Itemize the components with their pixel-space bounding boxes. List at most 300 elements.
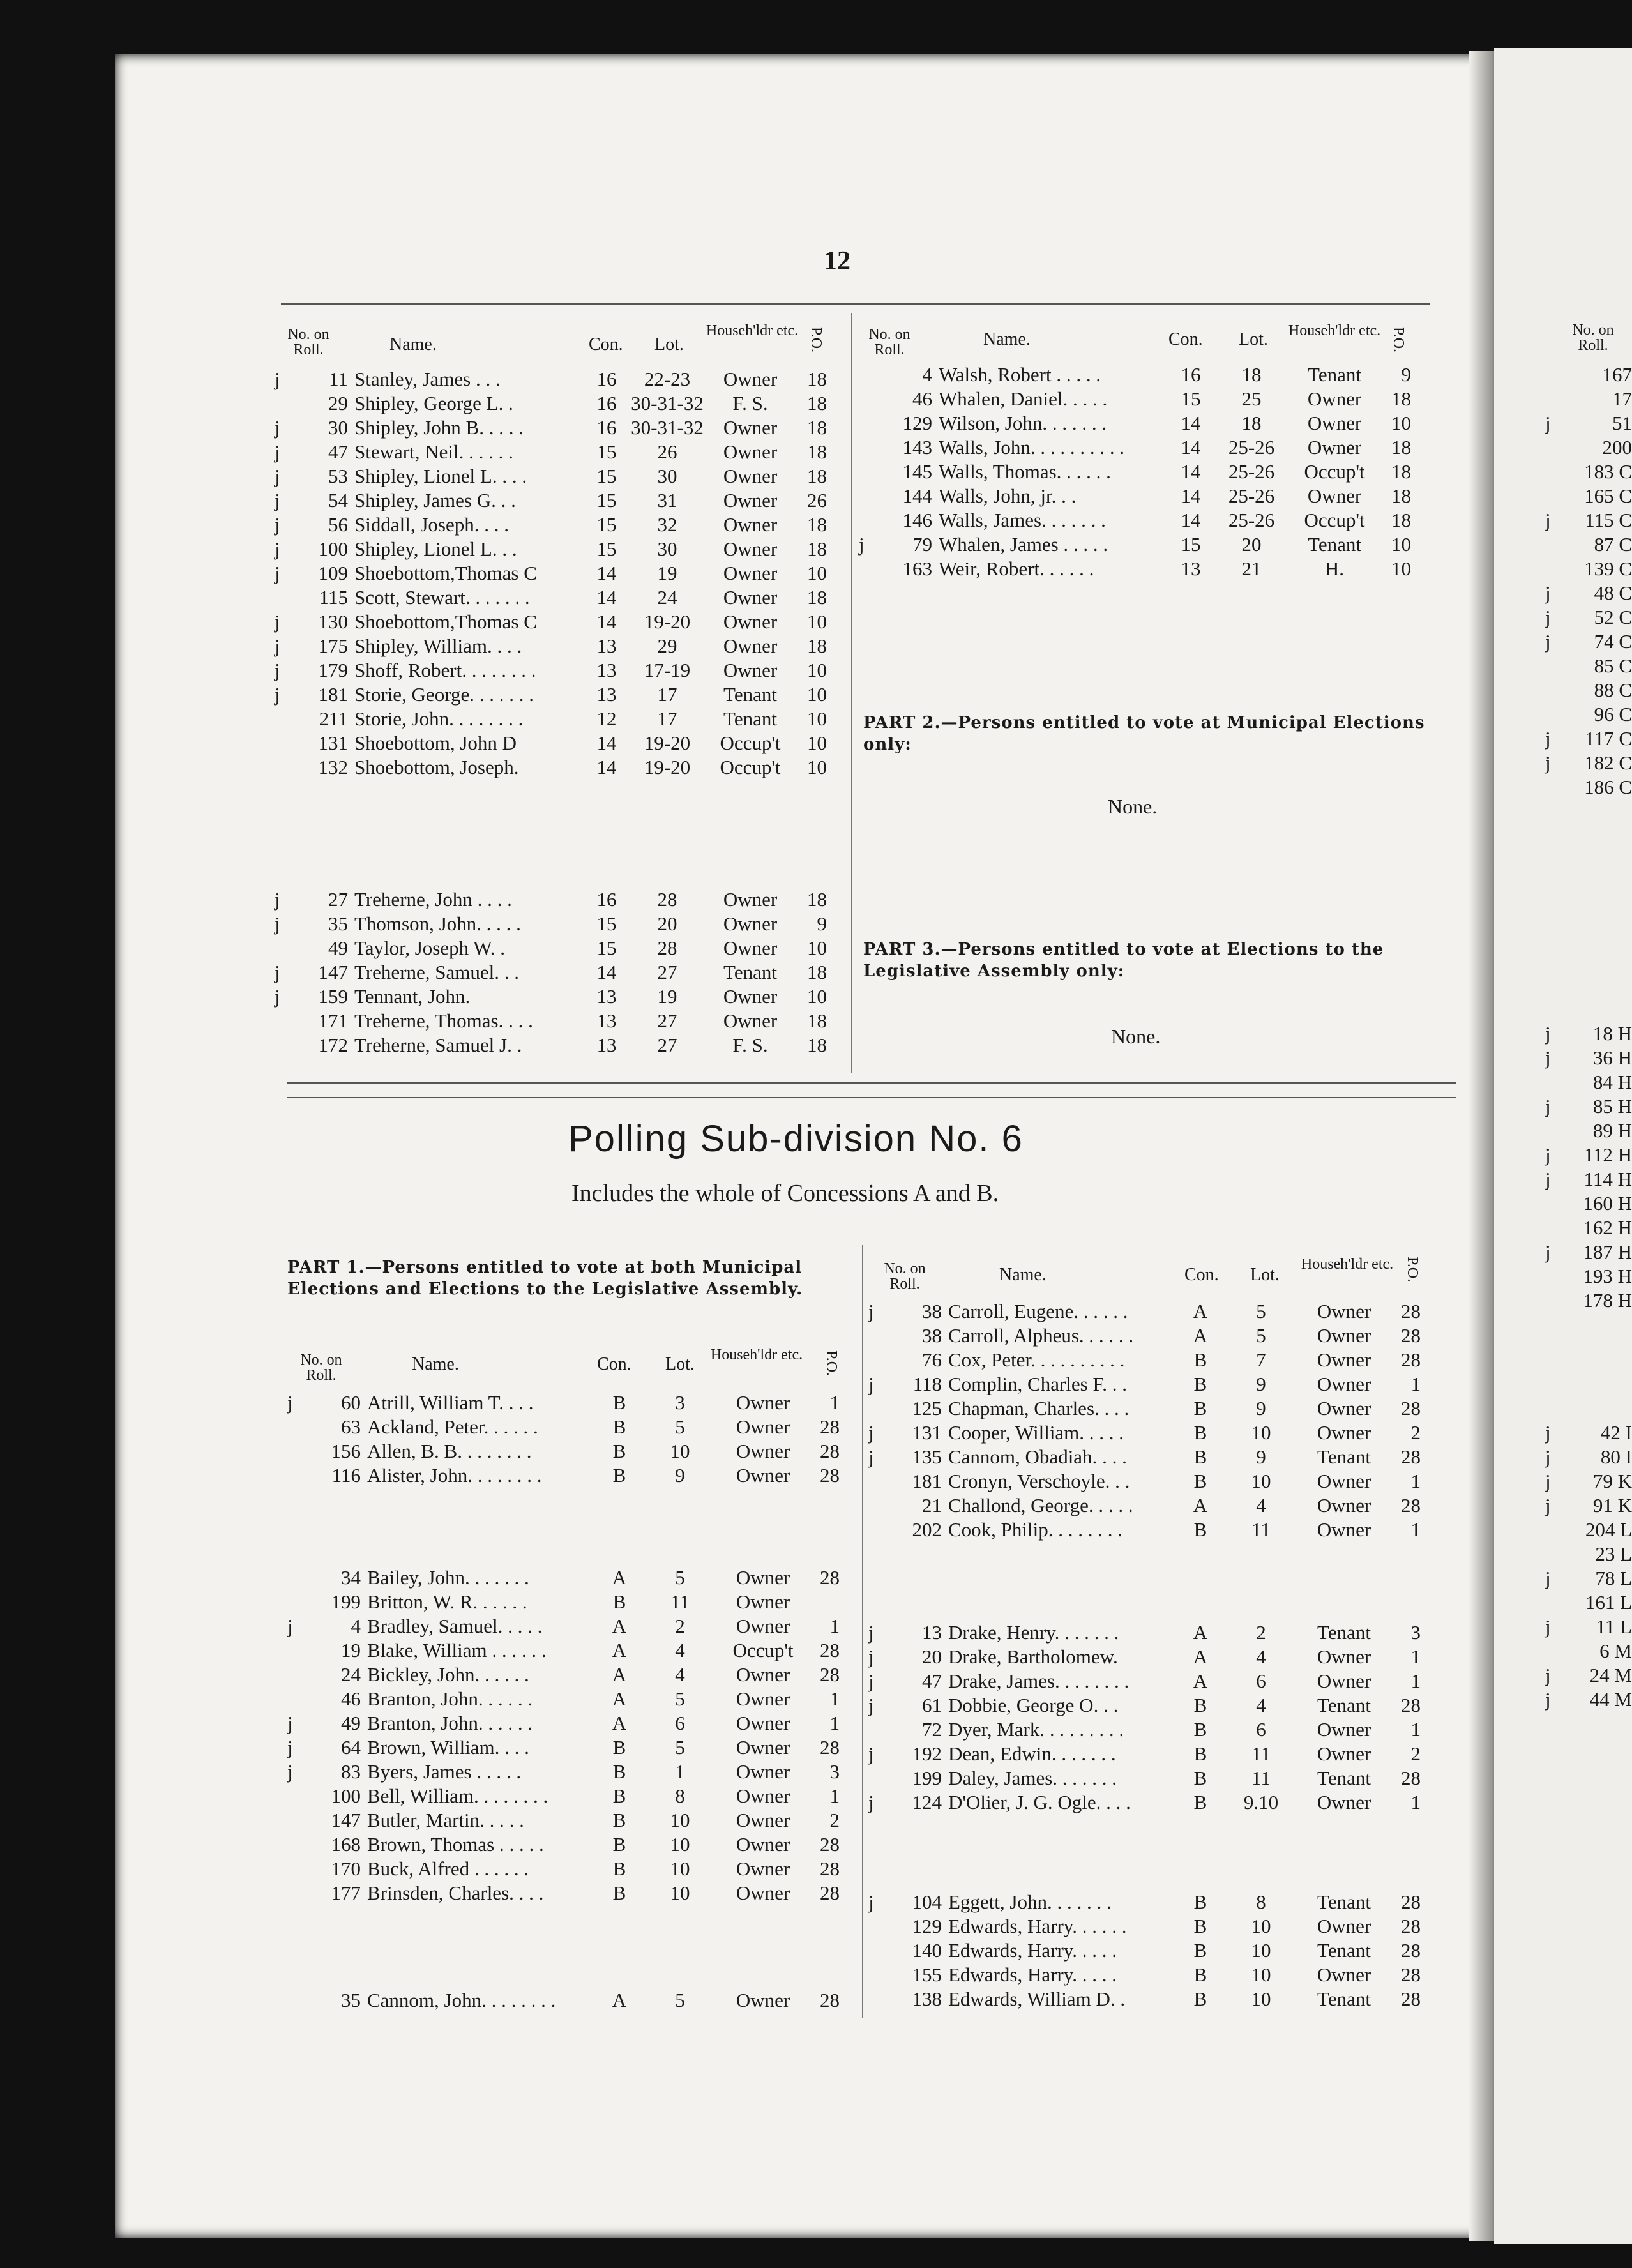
roll-number-fragment: 87 C [1594,533,1632,556]
voter-name: Blake, William . . . . . . [367,1639,547,1661]
header-lot: Lot. [654,335,684,354]
lot: 10 [670,1833,690,1856]
post-office: 18 [1391,509,1411,531]
lot: 10 [1251,1915,1271,1937]
juror-mark [287,1857,313,1881]
table-row [868,1742,1421,1766]
roll-number-fragment: 74 C [1594,630,1632,653]
status: F. S. [732,1034,768,1056]
roll-number-fragment: 51 [1612,412,1632,434]
concession: 14 [596,610,617,633]
concession: 14 [596,756,617,778]
header-con-br: Con. [1184,1265,1219,1285]
juror-mark: j [275,368,280,390]
roll-number: 131 [912,1421,942,1444]
status: Tenant [723,961,777,983]
status: Owner [736,1391,790,1414]
juror-mark [1545,1639,1564,1663]
table-row [275,658,827,683]
juror-mark: j [1545,412,1551,434]
juror-mark: j [275,416,280,439]
voter-name: Butler, Martin. . . . . [367,1809,524,1831]
table-row [1545,751,1632,775]
roll-number-fragment: 186 C [1584,776,1632,798]
post-office: 28 [1401,1446,1421,1468]
concession: 15 [596,912,617,935]
status: Occup't [720,756,781,778]
voter-name: Dobbie, George O. . . [948,1694,1119,1716]
juror-mark: j [1545,1421,1551,1444]
voter-name: Shoebottom, Joseph. [354,756,519,778]
table-row [1545,1094,1632,1119]
post-office: 28 [1401,1494,1421,1516]
table-row [287,1614,840,1638]
status: Owner [736,1857,790,1880]
status: Occup't [732,1639,794,1661]
header-no: No. on Roll. [287,326,329,358]
voter-name: Buck, Alfred . . . . . . [367,1857,529,1880]
lot: 9 [1256,1397,1266,1419]
voter-name: Storie, John. . . . . . . . [354,707,524,730]
voter-name: Alister, John. . . . . . . . [367,1464,542,1486]
roll-number: 38 [922,1300,942,1322]
lot: 9 [675,1464,685,1486]
lot: 5 [675,1566,685,1589]
post-office: 10 [807,659,827,681]
table-row [859,435,1411,460]
lot: 24 [657,586,677,609]
lot: 9.10 [1243,1791,1279,1813]
roll-number: 131 [318,732,348,754]
juror-mark [287,1784,313,1808]
lot: 20 [1241,533,1262,556]
juror-mark: j [868,1891,874,1913]
table-row [275,888,827,912]
subdivision-title: Polling Sub-division No. 6 [568,1118,1024,1160]
post-office: 2 [829,1809,840,1831]
status: Tenant [1317,1446,1371,1468]
concession: B [612,1416,626,1438]
post-office: 18 [807,513,827,536]
lot: 11 [670,1591,690,1613]
status: Tenant [1308,363,1361,386]
juror-mark [1545,533,1563,557]
roll-number: 29 [328,392,348,414]
roll-number-fragment: 85 H [1592,1095,1632,1117]
table-row [868,1914,1421,1939]
post-office: 18 [1391,388,1411,410]
voter-name: Walls, John. . . . . . . . . . [939,436,1125,458]
roll-number: 171 [318,1009,348,1032]
concession: A [612,1663,627,1686]
juror-mark: j [1545,1446,1551,1468]
juror-mark [859,411,884,435]
juror-mark [1545,363,1563,387]
post-office: 28 [820,1663,840,1686]
status: Owner [1307,388,1362,410]
table-row [868,1669,1421,1693]
voter-table-bottom-right-2 [868,1621,1421,1815]
juror-mark: j [275,683,280,706]
juror-mark: j [1545,1144,1551,1166]
juror-mark [868,1348,894,1372]
concession: B [1193,1743,1207,1765]
voter-name: Dean, Edwin. . . . . . . [948,1743,1116,1765]
status: Owner [1317,1421,1371,1444]
post-office: 10 [807,562,827,584]
post-office: 1 [1410,1470,1421,1492]
next-page-fragment-2 [1545,1022,1632,1313]
juror-mark: j [275,635,280,657]
roll-number-fragment: 85 C [1594,654,1632,677]
voter-table-bottom-left-3 [287,1988,840,2013]
roll-number-fragment: 200 [1602,436,1632,458]
lot: 5 [1256,1324,1266,1347]
table-row [1545,1663,1632,1688]
concession: B [1193,1421,1207,1444]
concession: B [612,1736,626,1758]
roll-number: 47 [922,1670,942,1692]
juror-mark [1545,460,1563,484]
voter-name: Allen, B. B. . . . . . . . [367,1440,532,1462]
status: Owner [723,912,778,935]
roll-number: 118 [912,1373,942,1395]
column-divider-bottom [862,1245,863,2018]
post-office: 1 [829,1688,840,1710]
roll-number-fragment: 178 H [1583,1289,1632,1312]
table-row [1545,1143,1632,1167]
juror-mark [275,755,300,780]
voter-name: Walls, James. . . . . . . [939,509,1106,531]
table-row [275,416,827,440]
header-no-bl: No. on Roll. [300,1352,342,1384]
juror-mark: j [287,1391,293,1414]
status: Owner [723,888,778,911]
lot: 30-31-32 [631,416,704,439]
juror-mark [1545,1264,1563,1289]
voter-name: Atrill, William T. . . . [367,1391,534,1414]
table-row [1545,1046,1632,1070]
juror-mark [859,484,884,508]
concession: B [1193,1349,1207,1371]
table-row [1545,1469,1632,1493]
juror-mark: j [1545,727,1551,750]
concession: B [1193,1397,1207,1419]
post-office: 28 [1401,1694,1421,1716]
roll-number-fragment: 160 H [1583,1192,1632,1214]
roll-number-fragment: 193 H [1583,1265,1632,1287]
header-po-right: P.O. [1390,327,1407,353]
roll-number-fragment: 52 C [1594,606,1632,628]
juror-mark: j [287,1712,293,1734]
roll-number-fragment: 167 [1602,363,1632,386]
table-row [1545,1191,1632,1216]
status: Owner [723,489,778,511]
roll-number-fragment: 6 M [1599,1640,1632,1662]
roll-number-fragment: 96 C [1594,703,1632,725]
table-row [275,634,827,658]
post-office: 28 [820,1464,840,1486]
table-row [1545,1289,1632,1313]
post-office: 18 [807,368,827,390]
post-office: 18 [1391,460,1411,483]
table-row [287,1988,840,2013]
table-row [275,440,827,464]
status: Owner [723,513,778,536]
post-office: 1 [1410,1791,1421,1813]
lot: 4 [1256,1645,1266,1668]
roll-number: 4 [922,363,932,386]
part3-label: PART 3.—Persons entitled to vote at Elections to the Legislative Assembly only: [863,940,1384,981]
roll-number-fragment: 91 K [1592,1494,1632,1516]
table-row [275,912,827,936]
table-row [868,1348,1421,1372]
concession: A [1193,1300,1208,1322]
table-row [868,1645,1421,1669]
table-row [1545,557,1632,581]
juror-mark: j [275,538,280,560]
voter-name: Bickley, John. . . . . . [367,1663,529,1686]
lot: 10 [1251,1988,1271,2010]
lot: 10 [670,1440,690,1462]
juror-mark [275,1033,300,1057]
concession: 15 [596,441,617,463]
voter-name: Cannom, Obadiah. . . . [948,1446,1127,1468]
juror-mark: j [1545,582,1551,604]
lot: 30 [657,538,677,560]
concession: 13 [1181,557,1201,580]
status: Owner [736,1712,790,1734]
post-office: 9 [817,912,827,935]
roll-number-fragment: 115 C [1585,509,1632,531]
concession: B [1193,1767,1207,1789]
concession: B [1193,1915,1207,1937]
post-office: 18 [807,635,827,657]
roll-number: 47 [328,441,348,463]
voter-name: Treherne, Samuel. . . [354,961,520,983]
roll-number: 24 [341,1663,361,1686]
roll-number-fragment: 36 H [1592,1047,1632,1069]
next-page-fragment-3 [1545,1421,1632,1712]
voter-name: Storie, George. . . . . . . [354,683,534,706]
post-office: 18 [807,961,827,983]
status: Owner [723,586,778,609]
status: Tenant [1317,1939,1371,1962]
juror-mark: j [275,659,280,681]
table-row [859,460,1411,484]
voter-name: Treherne, Samuel J. . [354,1034,522,1056]
table-row [1545,1639,1632,1663]
lot: 31 [657,489,677,511]
post-office: 28 [820,1882,840,1904]
concession: A [1193,1494,1208,1516]
table-row [287,1391,840,1415]
juror-mark [859,557,884,581]
post-office: 28 [820,1989,840,2011]
table-row [859,533,1411,557]
roll-number: 38 [922,1324,942,1347]
voter-name: Branton, John. . . . . . [367,1712,533,1734]
roll-number: 192 [912,1743,942,1765]
roll-number-fragment: 162 H [1583,1216,1632,1239]
roll-number: 46 [341,1688,361,1710]
roll-number: 144 [902,485,932,507]
roll-number: 49 [341,1712,361,1734]
juror-mark: j [1545,1567,1551,1589]
lot: 29 [657,635,677,657]
table-row [1545,1022,1632,1046]
table-row [287,1415,840,1439]
voter-name: Drake, James. . . . . . . . [948,1670,1130,1692]
concession: B [612,1440,626,1462]
roll-number: 175 [318,635,348,657]
post-office: 1 [1410,1718,1421,1741]
table-row [1545,678,1632,702]
table-row [868,1621,1421,1645]
lot: 19 [657,562,677,584]
juror-mark [1545,484,1563,508]
header-con-right: Con. [1168,329,1203,349]
roll-number: 170 [331,1857,361,1880]
voter-name: Byers, James . . . . . [367,1760,522,1783]
header-name-right: Name. [983,329,1031,349]
concession: A [1193,1621,1208,1644]
concession: B [1193,1939,1207,1962]
roll-number: 72 [922,1718,942,1741]
concession: 13 [596,635,617,657]
concession: 15 [596,513,617,536]
post-office: 28 [1401,1300,1421,1322]
voter-name: Shoebottom,Thomas C [354,562,537,584]
roll-number: 147 [318,961,348,983]
post-office: 10 [807,985,827,1008]
table-row [275,985,827,1009]
roll-number-fragment: 44 M [1589,1688,1632,1711]
post-office [808,1590,840,1614]
juror-mark [287,1590,313,1614]
concession: 15 [1181,533,1201,556]
status: Owner [736,1833,790,1856]
roll-number: 46 [912,388,932,410]
roll-number: 155 [912,1963,942,1986]
roll-number: 109 [318,562,348,584]
voter-name: Shoebottom,Thomas C [354,610,537,633]
status: Owner [723,635,778,657]
juror-mark [275,1009,300,1033]
lot: 6 [1256,1670,1266,1692]
lot: 25 [1241,388,1262,410]
status: Owner [736,1663,790,1686]
juror-mark [859,460,884,484]
status: Owner [1317,1324,1371,1347]
post-office: 28 [1401,1349,1421,1371]
post-office: 18 [807,1009,827,1032]
post-office: 10 [1391,533,1411,556]
status: Owner [1317,1397,1371,1419]
voter-name: Whalen, Daniel. . . . . [939,388,1108,410]
post-office: 28 [820,1639,840,1661]
table-row [275,610,827,634]
table-row [275,1009,827,1033]
lot: 28 [657,937,677,959]
concession: 14 [1181,460,1201,483]
juror-mark: j [287,1736,293,1758]
table-row [1545,387,1632,411]
table-row [275,683,827,707]
table-row [868,1987,1421,2011]
juror-mark [1545,678,1563,702]
status: Occup't [1304,460,1365,483]
post-office: 10 [807,610,827,633]
concession: B [1193,1694,1207,1716]
juror-mark [859,363,884,387]
lot: 10 [670,1857,690,1880]
roll-number: 199 [912,1767,942,1789]
table-row [1545,1264,1632,1289]
juror-mark: j [1545,630,1551,653]
table-row [1545,435,1632,460]
roll-number: 145 [902,460,932,483]
roll-number-fragment: 48 C [1594,582,1632,604]
juror-mark [868,1518,894,1542]
roll-number-fragment: 204 L [1585,1518,1632,1541]
voter-name: Edwards, Harry. . . . . [948,1939,1117,1962]
table-row [275,513,827,537]
roll-number-fragment: 165 C [1584,485,1632,507]
table-row [1545,1167,1632,1191]
part2-label: PART 2.—Persons entitled to vote at Municipal Elections only: [863,713,1425,754]
lot: 5 [1256,1300,1266,1322]
roll-number: 116 [331,1464,361,1486]
roll-number-fragment: 112 H [1583,1144,1632,1166]
voter-name: Wilson, John. . . . . . . [939,412,1107,434]
table-row [287,1833,840,1857]
concession: B [612,1809,626,1831]
voter-name: Brinsden, Charles. . . . [367,1882,544,1904]
table-row [859,387,1411,411]
table-row [1545,533,1632,557]
status: Owner [736,1566,790,1589]
header-status-right: Househ'ldr etc. [1288,322,1381,339]
roll-number: 49 [328,937,348,959]
juror-mark [859,387,884,411]
post-office: 28 [1401,1988,1421,2010]
concession: B [612,1833,626,1856]
table-row [1545,775,1632,799]
voter-name: Cannom, John. . . . . . . . [367,1989,556,2011]
voter-name: Brown, William. . . . [367,1736,529,1758]
status: Owner [1317,1791,1371,1813]
lot: 4 [675,1639,685,1661]
status: Tenant [1317,1891,1371,1913]
roll-number: 4 [351,1615,361,1637]
roll-number: 76 [922,1349,942,1371]
lot: 5 [675,1688,685,1710]
header-po-br: P.O. [1404,1257,1421,1283]
juror-mark: j [868,1300,874,1322]
lot: 25-26 [1228,460,1275,483]
lot: 4 [675,1663,685,1686]
table-row [868,1445,1421,1469]
header-status: Househ'ldr etc. [706,322,799,339]
roll-number: 60 [341,1391,361,1414]
roll-number: 100 [318,538,348,560]
table-row [1545,654,1632,678]
voter-name: Walls, John, jr. . . [939,485,1077,507]
juror-mark [287,1638,313,1663]
table-row [1545,1493,1632,1518]
status: Owner [1307,436,1362,458]
